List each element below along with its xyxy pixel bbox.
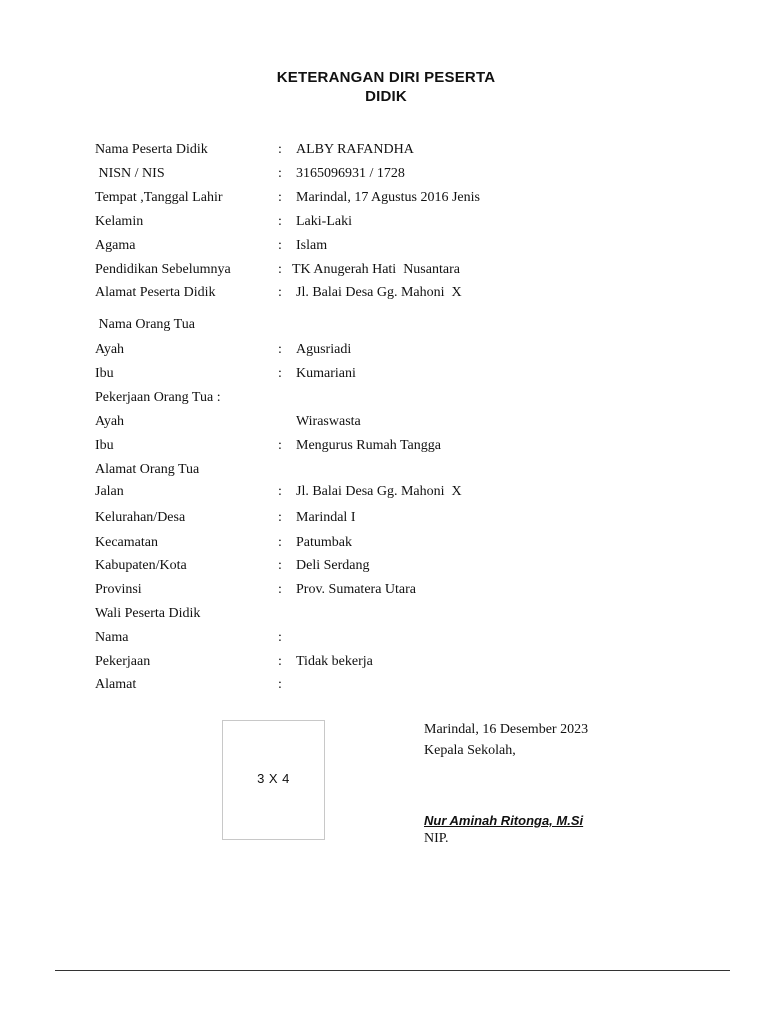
field-colon: : xyxy=(278,558,282,573)
field-value: Mengurus Rumah Tangga xyxy=(296,438,441,453)
field-value: Wiraswasta xyxy=(296,414,361,429)
field-value: ALBY RAFANDHA xyxy=(296,142,414,157)
field-row-pekerjaan-ayah xyxy=(95,412,361,432)
field-row-tempat-tanggal-lahir xyxy=(95,188,480,208)
field-colon: : xyxy=(278,190,282,205)
field-colon: : xyxy=(278,342,282,357)
field-row-ayah xyxy=(95,340,352,360)
field-colon: : xyxy=(278,535,282,550)
field-colon: : xyxy=(278,582,282,597)
photo-placeholder xyxy=(222,720,325,840)
section-label: Pekerjaan Orang Tua : xyxy=(95,390,221,405)
field-value: 3165096931 / 1728 xyxy=(296,166,405,181)
field-colon: : xyxy=(278,142,282,157)
field-label: NISN / NIS xyxy=(95,166,165,181)
field-label: Pekerjaan xyxy=(95,654,151,669)
field-value: Deli Serdang xyxy=(296,558,370,573)
field-value: Jl. Balai Desa Gg. Mahoni X xyxy=(296,484,462,499)
field-row-nisn xyxy=(95,164,405,184)
field-value: Marindal I xyxy=(296,510,356,525)
field-label: Tempat ,Tanggal Lahir xyxy=(95,190,223,205)
field-colon: : xyxy=(278,484,282,499)
field-label: Kecamatan xyxy=(95,535,158,550)
field-colon: : xyxy=(278,366,282,381)
signature-name: Nur Aminah Ritonga, M.Si xyxy=(424,813,584,828)
field-label: Ayah xyxy=(95,414,125,429)
field-label: Jalan xyxy=(95,484,124,499)
field-value: Kumariani xyxy=(296,366,356,381)
field-row-alamat-peserta xyxy=(95,283,462,303)
section-heading-wali-peserta xyxy=(95,604,201,624)
photo-size-label: 3 X 4 xyxy=(257,771,290,786)
field-label: Agama xyxy=(95,238,136,253)
field-colon: : xyxy=(278,166,282,181)
field-colon: : xyxy=(278,510,282,525)
field-value: Agusriadi xyxy=(296,342,352,357)
field-row-ibu xyxy=(95,364,356,384)
field-value: Tidak bekerja xyxy=(296,654,373,669)
field-row-pekerjaan-ibu xyxy=(95,436,441,456)
field-row-kecamatan xyxy=(95,533,352,553)
field-colon: : xyxy=(278,654,282,669)
field-label: Pendidikan Sebelumnya xyxy=(95,262,231,277)
field-value: Laki-Laki xyxy=(296,214,352,229)
field-row-agama xyxy=(95,236,328,256)
field-row-wali-nama xyxy=(95,628,282,648)
field-colon: : xyxy=(278,214,282,229)
field-colon: : xyxy=(278,262,282,277)
section-heading-nama-orang-tua xyxy=(95,315,195,335)
signature-nip: NIP. xyxy=(424,831,449,846)
field-row-kelamin xyxy=(95,212,352,232)
section-heading-pekerjaan-orang-tua xyxy=(95,388,221,408)
field-row-kabupaten-kota xyxy=(95,556,370,576)
field-value: Patumbak xyxy=(296,535,352,550)
field-value: TK Anugerah Hati Nusantara xyxy=(292,262,460,277)
field-colon: : xyxy=(278,238,282,253)
field-colon: : xyxy=(278,677,282,692)
field-label: Ayah xyxy=(95,342,125,357)
field-label: Kelurahan/Desa xyxy=(95,510,186,525)
field-label: Nama xyxy=(95,630,129,645)
document-title-line2: DIDIK xyxy=(365,88,407,105)
field-label: Ibu xyxy=(95,366,114,381)
field-row-wali-pekerjaan xyxy=(95,652,373,672)
field-label: Alamat xyxy=(95,677,137,692)
section-label: Nama Orang Tua xyxy=(95,317,195,332)
field-label: Ibu xyxy=(95,438,114,453)
field-row-provinsi xyxy=(95,580,416,600)
section-label: Wali Peserta Didik xyxy=(95,606,201,621)
field-colon: : xyxy=(278,438,282,453)
field-colon: : xyxy=(278,285,282,300)
field-value: Marindal, 17 Agustus 2016 Jenis xyxy=(296,190,480,205)
field-label: Alamat Peserta Didik xyxy=(95,285,216,300)
section-label: Alamat Orang Tua xyxy=(95,462,200,477)
field-row-jalan xyxy=(95,482,462,502)
field-value: Prov. Sumatera Utara xyxy=(296,582,416,597)
field-value: Jl. Balai Desa Gg. Mahoni X xyxy=(296,285,462,300)
field-row-kelurahan-desa xyxy=(95,508,356,528)
field-label: Kelamin xyxy=(95,214,144,229)
field-row-pendidikan-sebelumnya xyxy=(95,260,460,280)
field-label: Nama Peserta Didik xyxy=(95,142,208,157)
field-row-wali-alamat xyxy=(95,675,282,695)
field-colon: : xyxy=(278,630,282,645)
section-heading-alamat-orang-tua xyxy=(95,460,200,480)
signature-role: Kepala Sekolah, xyxy=(424,743,516,758)
document-title-line1: KETERANGAN DIRI PESERTA xyxy=(276,69,496,86)
signature-place-date: Marindal, 16 Desember 2023 xyxy=(424,722,589,737)
footer-divider xyxy=(55,970,730,971)
field-label: Kabupaten/Kota xyxy=(95,558,187,573)
field-row-nama-peserta xyxy=(95,140,414,160)
field-label: Provinsi xyxy=(95,582,142,597)
field-value: Islam xyxy=(296,238,328,253)
